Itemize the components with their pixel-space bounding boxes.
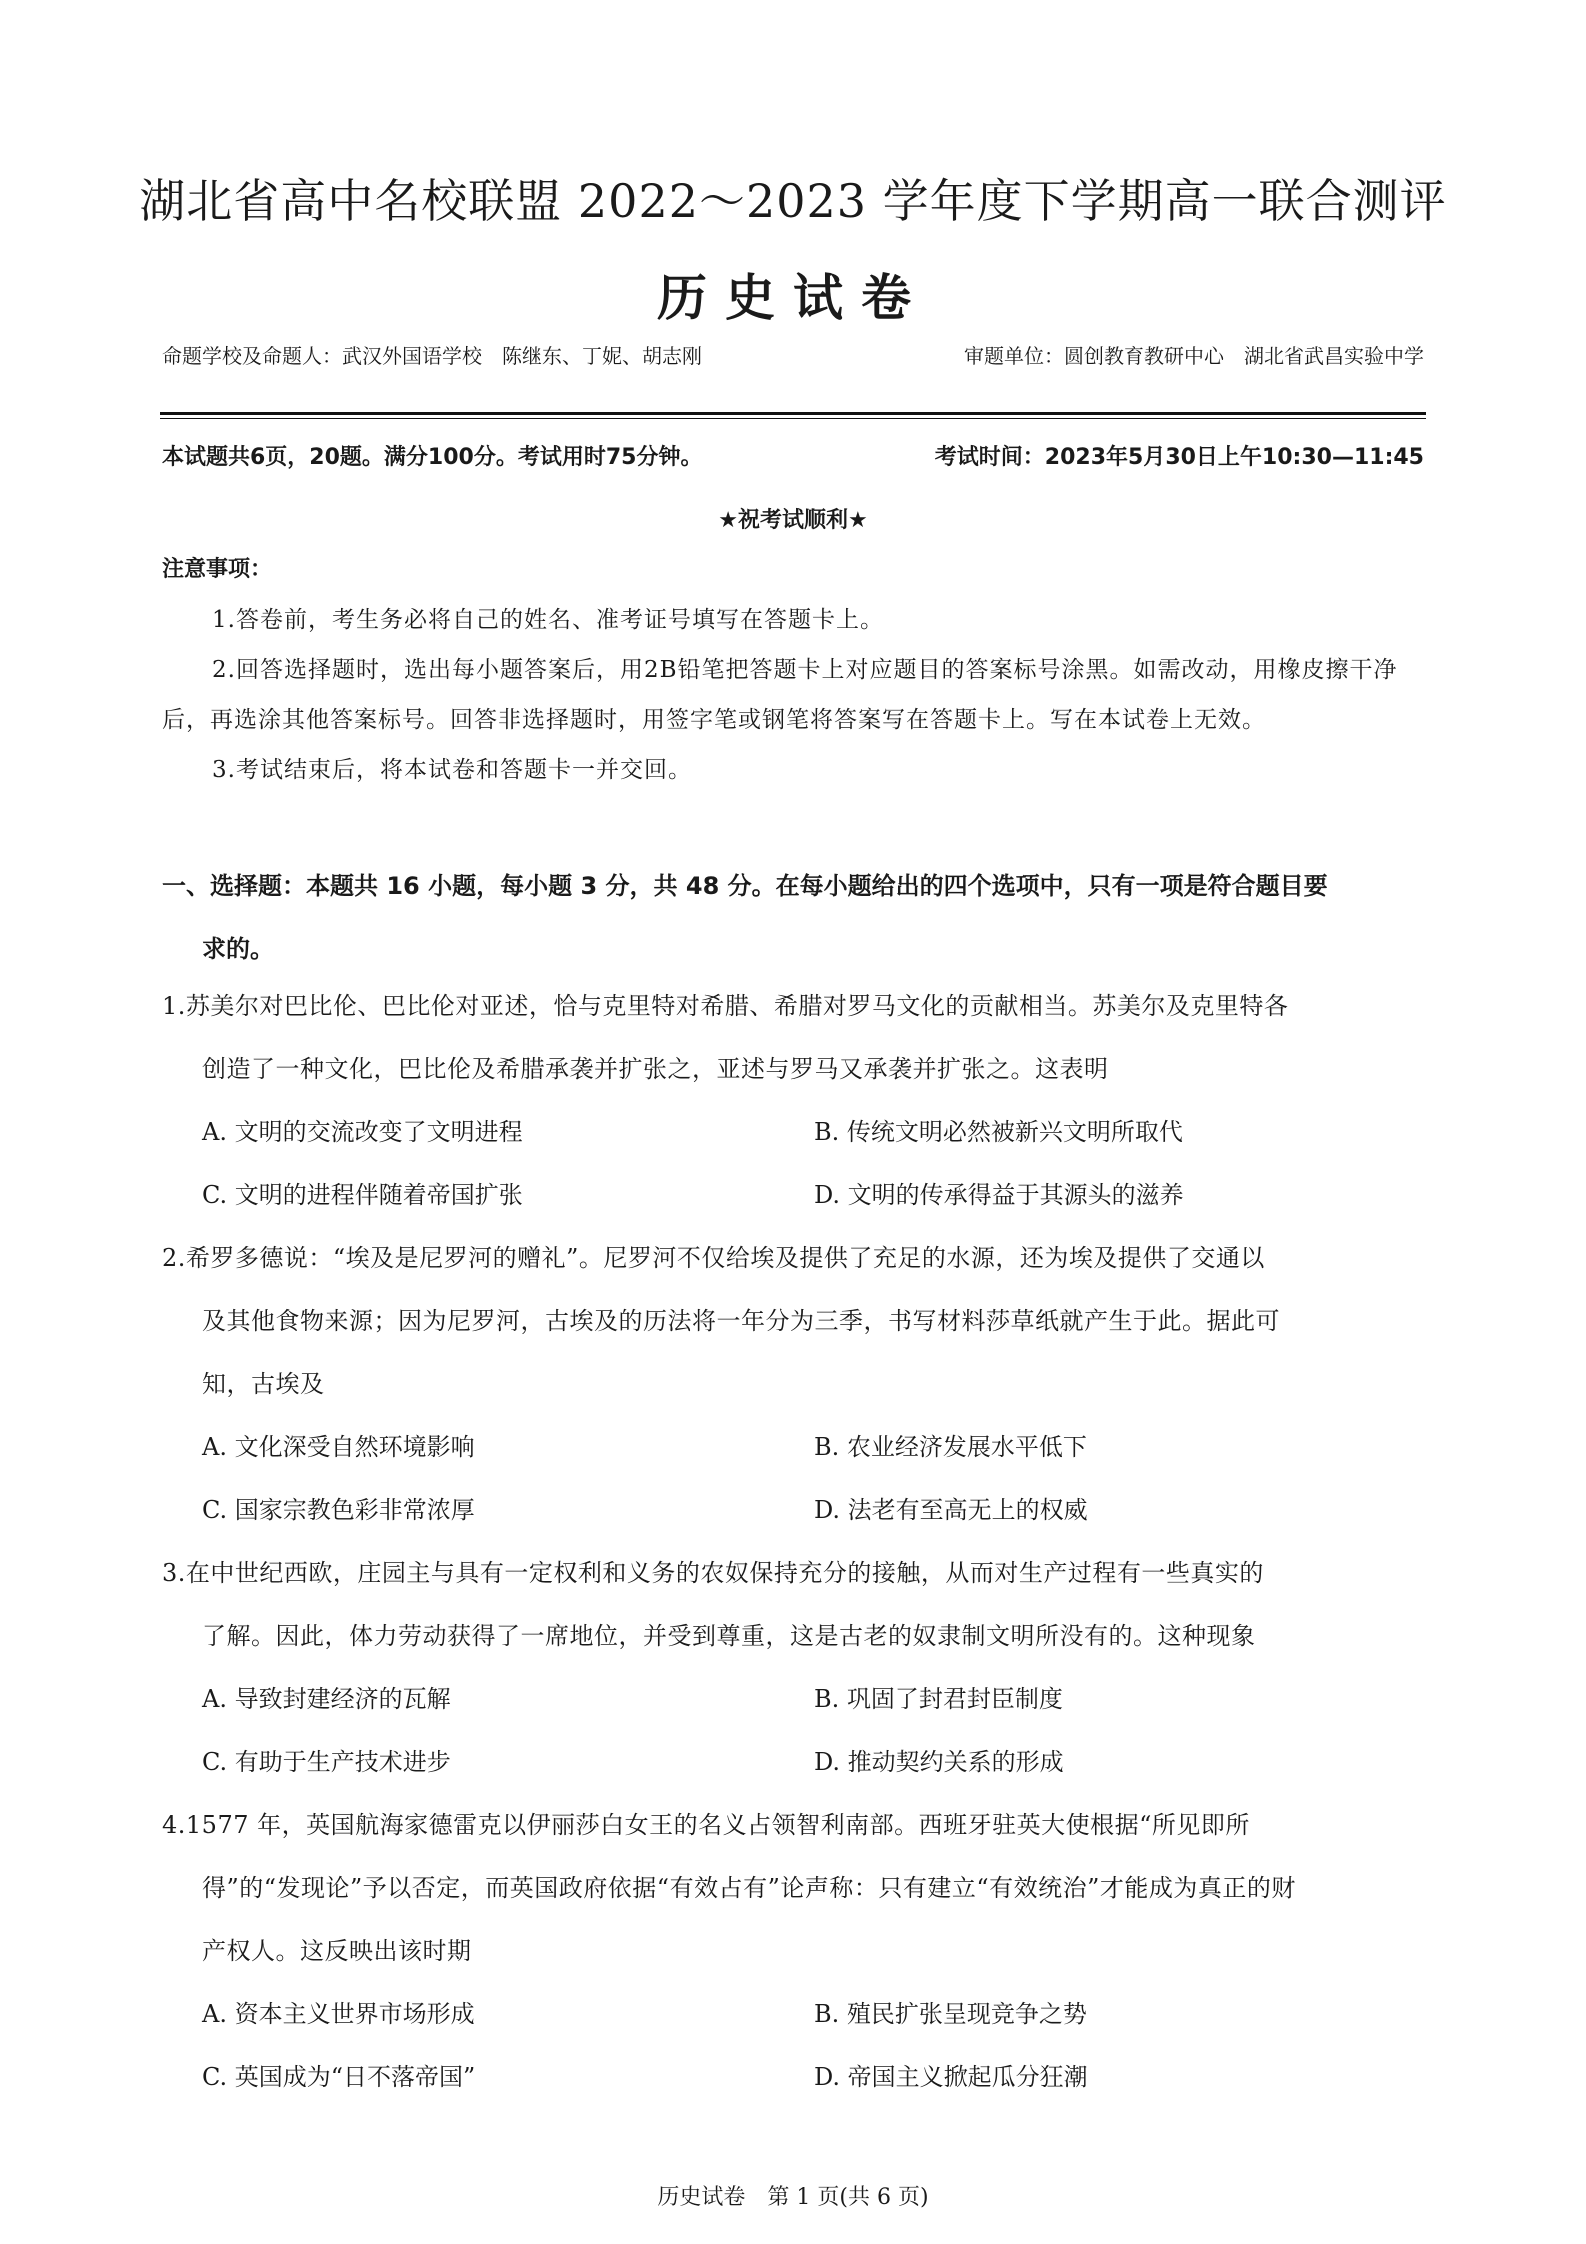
option-c: C. 国家宗教色彩非常浓厚 xyxy=(202,1496,475,1524)
option-b: B. 殖民扩张呈现竞争之势 xyxy=(814,2000,1087,2028)
question-stem-line: 及其他食物来源；因为尼罗河，古埃及的历法将一年分为三季，书写材料莎草纸就产生于此。据此可 xyxy=(202,1307,1280,1335)
review-info: 审题单位：圆创教育教研中心 湖北省武昌实验中学 xyxy=(964,344,1424,368)
question-stem-line: 创造了一种文化，巴比伦及希腊承袭并扩张之，亚述与罗马又承袭并扩张之。这表明 xyxy=(202,1055,1109,1083)
question-stem-line: 2.希罗多德说：“埃及是尼罗河的赠礼”。尼罗河不仅给埃及提供了充足的水源，还为埃及提供了交通以 xyxy=(162,1244,1265,1272)
question-options xyxy=(162,1668,1424,1794)
question-stem xyxy=(162,1794,1424,1983)
question-stem-line: 4.1577 年，英国航海家德雷克以伊丽莎白女王的名义占领智利南部。西班牙驻英大使根据“所见即所 xyxy=(162,1811,1250,1839)
option-b: B. 传统文明必然被新兴文明所取代 xyxy=(814,1118,1183,1146)
exam-time-info: 考试时间：2023年5月30日上午10:30—11:45 xyxy=(934,445,1424,470)
section-heading-line: 一、选择题：本题共 16 小题，每小题 3 分，共 48 分。在每小题给出的四个选项中，只有一项是符合题目要 xyxy=(162,872,1328,900)
option-d: D. 文明的传承得益于其源头的滋养 xyxy=(814,1181,1184,1209)
notes-item: 3.考试结束后，将本试卷和答题卡一并交回。 xyxy=(212,757,692,783)
question-2 xyxy=(162,1227,1424,1542)
option-a: A. 导致封建经济的瓦解 xyxy=(202,1685,451,1713)
option-d: D. 推动契约关系的形成 xyxy=(814,1748,1064,1776)
section-heading-line: 求的。 xyxy=(202,935,274,963)
question-stem-line: 知，古埃及 xyxy=(202,1370,325,1398)
exam-title: 湖北省高中名校联盟 2022～2023 学年度下学期高一联合测评 xyxy=(139,174,1447,228)
author-info: 命题学校及命题人：武汉外国语学校 陈继东、丁妮、胡志刚 xyxy=(162,344,702,368)
notes-block xyxy=(162,545,1424,795)
divider-thick xyxy=(160,412,1426,415)
question-stem-line: 产权人。这反映出该时期 xyxy=(202,1937,472,1965)
question-stem-line: 得”的“发现论”予以否定，而英国政府依据“有效占有”论声称：只有建立“有效统治”才能成为真正的财 xyxy=(202,1874,1296,1902)
option-a: A. 资本主义世界市场形成 xyxy=(202,2000,475,2028)
notes-item: 1.答卷前，考生务必将自己的姓名、准考证号填写在答题卡上。 xyxy=(212,607,884,633)
option-d: D. 法老有至高无上的权威 xyxy=(814,1496,1088,1524)
section-heading xyxy=(162,855,1424,981)
questions-list xyxy=(162,975,1424,2109)
question-stem xyxy=(162,1227,1424,1416)
notes-heading: 注意事项： xyxy=(162,557,273,582)
question-options xyxy=(162,1101,1424,1227)
option-c: C. 文明的进程伴随着帝国扩张 xyxy=(202,1181,523,1209)
exam-subtitle: 历史试卷 xyxy=(657,269,929,327)
good-luck-banner: ★祝考试顺利★ xyxy=(718,508,868,533)
option-d: D. 帝国主义掀起瓜分狂潮 xyxy=(814,2063,1088,2091)
notes-item: 2.回答选择题时，选出每小题答案后，用2B铅笔把答题卡上对应题目的答案标号涂黑。如需改动，用橡皮擦干净后，再选涂其他答案标号。回答非选择题时，用签字笔或钢笔将答案写在答题卡上。写在本试卷上无效。 xyxy=(162,657,1398,733)
question-stem xyxy=(162,1542,1424,1668)
option-c: C. 有助于生产技术进步 xyxy=(202,1748,451,1776)
question-stem-line: 了解。因此，体力劳动获得了一席地位，并受到尊重，这是古老的奴隶制文明所没有的。这种现象 xyxy=(202,1622,1256,1650)
option-b: B. 巩固了封君封臣制度 xyxy=(814,1685,1063,1713)
question-stem xyxy=(162,975,1424,1101)
question-stem-line: 3.在中世纪西欧，庄园主与具有一定权利和义务的农奴保持充分的接触，从而对生产过程有一些真实的 xyxy=(162,1559,1264,1587)
option-a: A. 文明的交流改变了文明进程 xyxy=(202,1118,523,1146)
author-row xyxy=(162,340,1424,376)
question-options xyxy=(162,1416,1424,1542)
option-c: C. 英国成为“日不落帝国” xyxy=(202,2063,476,2091)
question-1 xyxy=(162,975,1424,1227)
question-stem-line: 1.苏美尔对巴比伦、巴比伦对亚述，恰与克里特对希腊、希腊对罗马文化的贡献相当。苏美尔及克里特各 xyxy=(162,992,1289,1020)
option-a: A. 文化深受自然环境影响 xyxy=(202,1433,475,1461)
question-options xyxy=(162,1983,1424,2109)
divider-thin xyxy=(160,418,1426,419)
exam-length-info: 本试题共6页，20题。满分100分。考试用时75分钟。 xyxy=(162,445,703,470)
page-footer: 历史试卷 第 1 页(共 6 页) xyxy=(657,2185,929,2210)
question-3 xyxy=(162,1542,1424,1794)
option-b: B. 农业经济发展水平低下 xyxy=(814,1433,1087,1461)
question-4 xyxy=(162,1794,1424,2109)
